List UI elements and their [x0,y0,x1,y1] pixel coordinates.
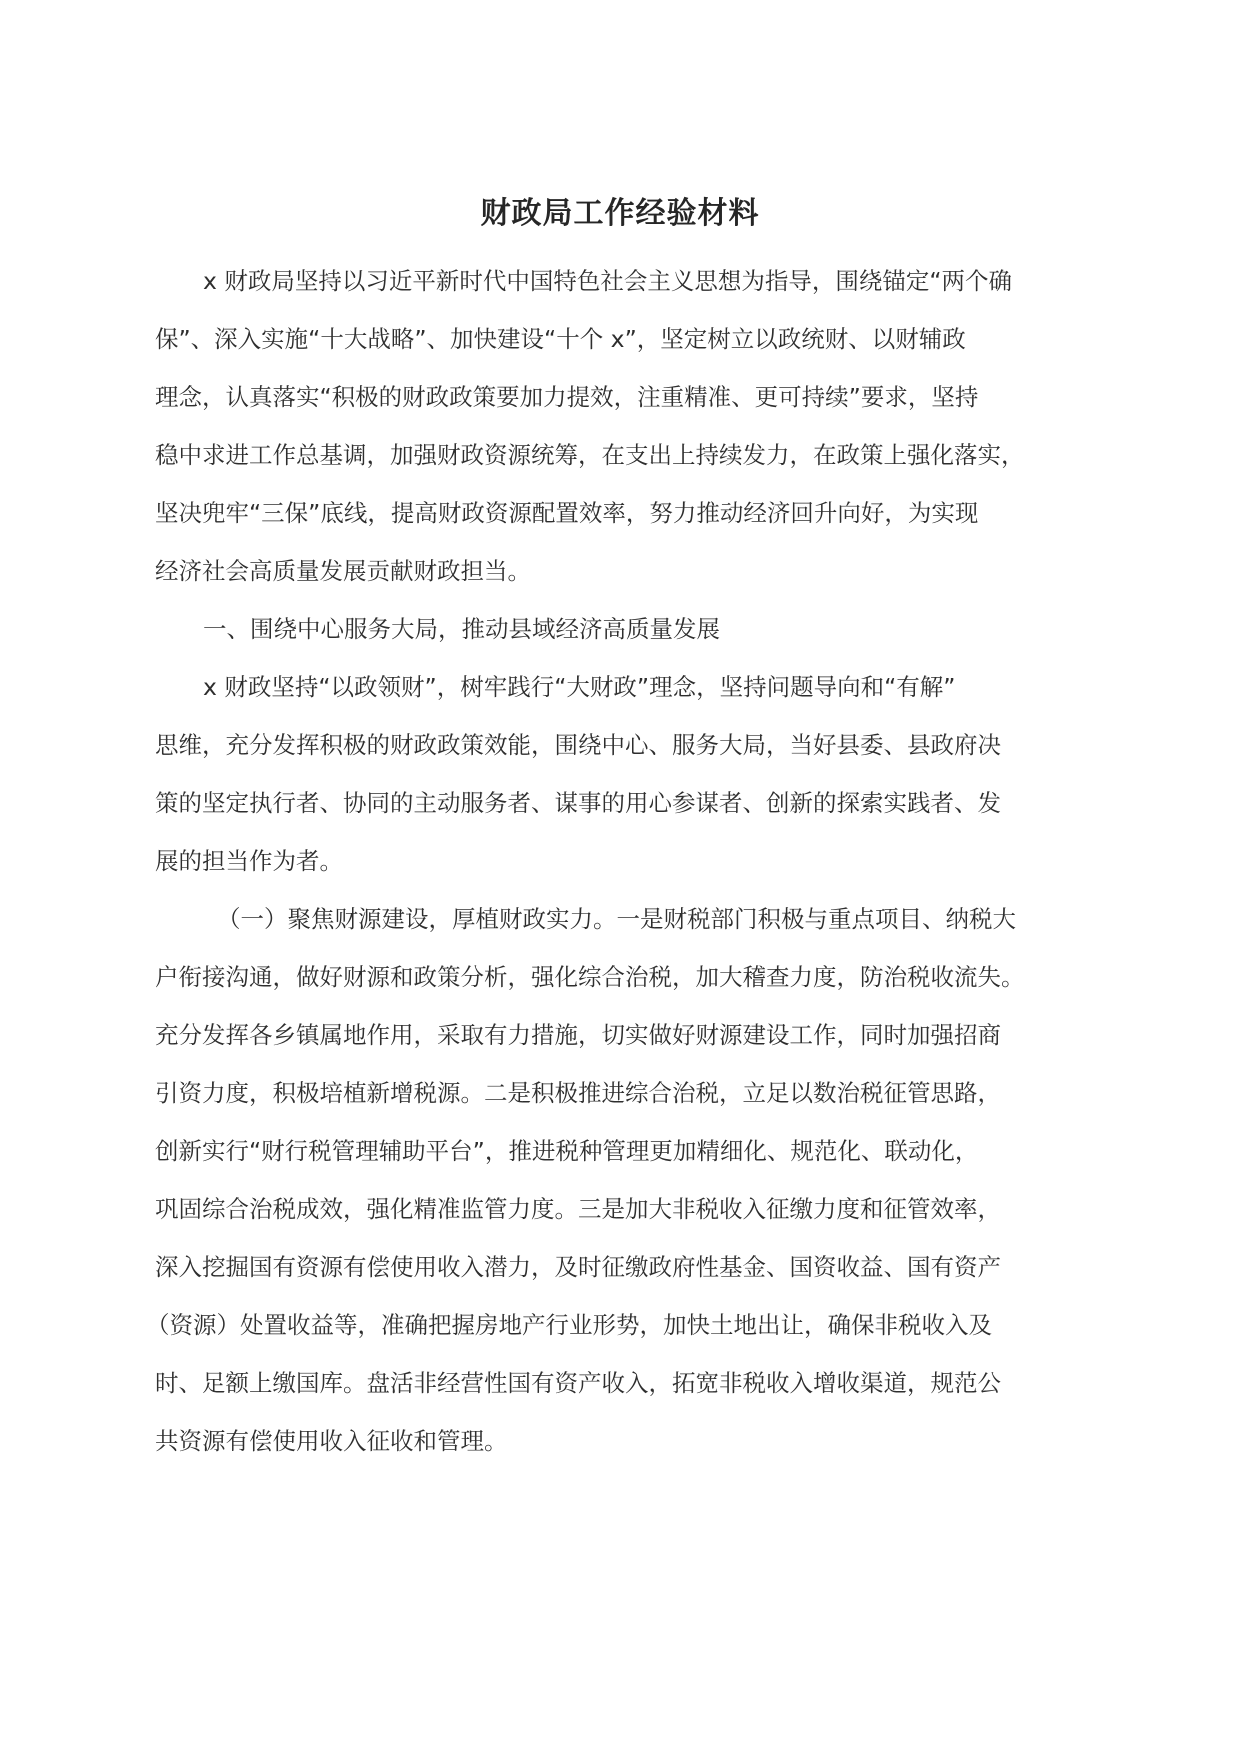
text-line: 深入挖掘国有资源有偿使用收入潜力，及时征缴政府性基金、国资收益、国有资产 [155,1253,1001,1281]
text-line: 创新实行“财行税管理辅助平台”，推进税种管理更加精细化、规范化、联动化， [155,1137,979,1165]
text-line: 展的担当作为者。 [155,847,343,875]
text-line: （资源）处置收益等，准确把握房地产行业形势，加快土地出让，确保非税收入及 [146,1311,992,1339]
text-line: 策的坚定执行者、协同的主动服务者、谋事的用心参谋者、创新的探索实践者、发 [155,789,1001,817]
document-body [146,252,1085,1470]
text-line: 巩固综合治税成效，强化精准监管力度。三是加大非税收入征缴力度和征管效率， [155,1195,1001,1223]
text-line: 保”、深入实施“十大战略”、加快建设“十个 x”，坚定树立以政统财、以财辅政 [155,325,966,353]
text-line: 时、足额上缴国库。盘活非经营性国有资产收入，拓宽非税收入增收渠道，规范公 [155,1369,1001,1397]
text-line: 坚决兜牢“三保”底线，提高财政资源配置效率，努力推动经济回升向好，为实现 [155,499,979,527]
text-line: 思维，充分发挥积极的财政政策效能，围绕中心、服务大局，当好县委、县政府决 [155,731,1001,759]
text-line: 稳中求进工作总基调，加强财政资源统筹，在支出上持续发力，在政策上强化落实， [155,441,1025,469]
text-line: 理念，认真落实“积极的财政政策要加力提效，注重精准、更可持续”要求，坚持 [155,383,979,411]
section-heading [155,600,1085,658]
text-line: 一、围绕中心服务大局，推动县域经济高质量发展 [203,615,720,643]
paragraph-subsection-one [146,890,1085,1470]
text-line: 共资源有偿使用收入征收和管理。 [155,1427,508,1455]
text-line: x 财政坚持“以政领财”，树牢践行“大财政”理念，坚持问题导向和“有解” [203,673,956,701]
text-line: 充分发挥各乡镇属地作用，采取有力措施，切实做好财源建设工作，同时加强招商 [155,1021,1001,1049]
paragraph-intro [155,252,1085,600]
document-title: 财政局工作经验材料 [480,196,760,231]
paragraph-section-one [155,658,1085,890]
text-line: 引资力度，积极培植新增税源。二是积极推进综合治税，立足以数治税征管思路， [155,1079,1001,1107]
text-line: 户衔接沟通，做好财源和政策分析，强化综合治税，加大稽查力度，防治税收流失。 [155,963,1025,991]
text-line: （一）聚焦财源建设，厚植财政实力。一是财税部门积极与重点项目、纳税大 [217,905,1016,933]
text-line: 经济社会高质量发展贡献财政担当。 [155,557,531,585]
text-line: x 财政局坚持以习近平新时代中国特色社会主义思想为指导，围绕锚定“两个确 [203,267,1013,295]
